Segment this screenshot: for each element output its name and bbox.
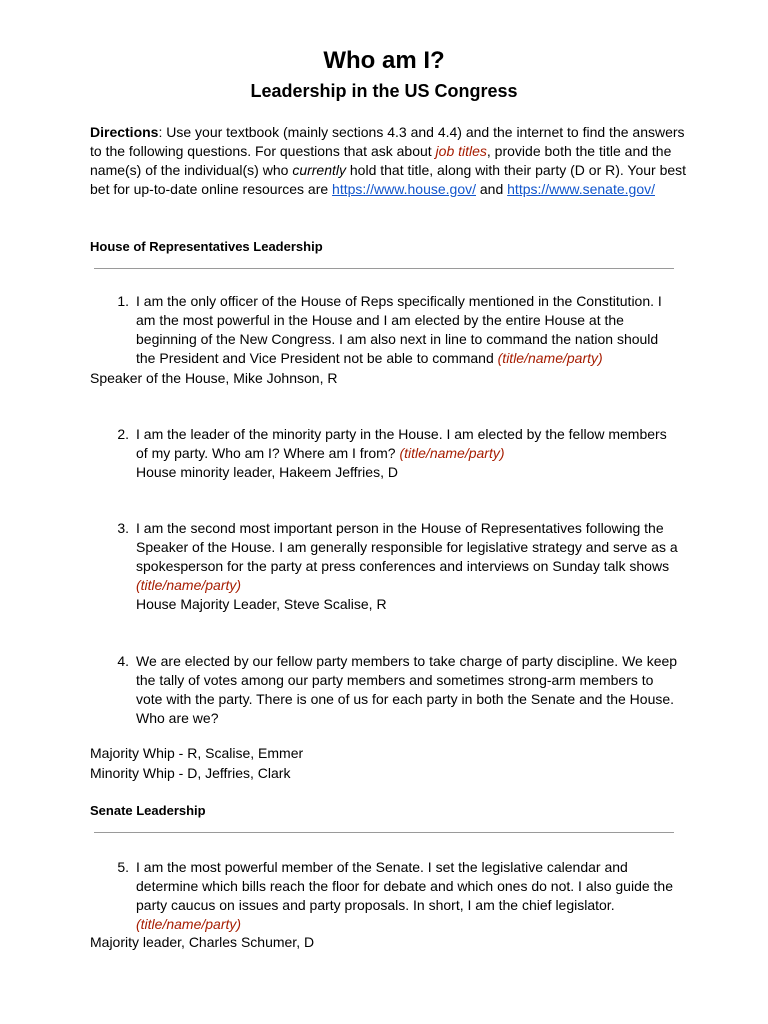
question-text: I am the most powerful member of the Senate. I set the legislative calendar and determine which bills reach the floor for debate and which ones do not. I also guide the party caucus on issues and party proposals. In short, I am the chief legislator. [136,859,673,913]
question-number: 4. [117,653,129,669]
question-number: 1. [117,293,129,309]
senate-section-divider [94,832,674,833]
answer-5: Majority leader, Charles Schumer, D [90,934,315,950]
question-text: I am the second most important person in the House of Representatives following the Speaker of the House. I am generally responsible for legislative strategy and serve as a spokesperson for the party at press conferences and interviews on Sunday talk shows [136,520,678,574]
question-text: We are elected by our fellow party members to take charge of party discipline. We keep the tally of votes among our party members and sometimes strong-arm members to vote with the party. There is one of us for each party in both the Senate and the House. Who are we? [136,653,678,726]
house-section-divider [94,268,674,269]
question-5 [117,858,681,934]
question-hint: (title/name/party) [136,916,242,932]
senate-gov-link[interactable]: https://www.senate.gov/ [507,181,655,197]
question-4 [117,652,681,728]
question-hint: (title/name/party) [136,577,242,593]
page-title: Who am I? [323,47,445,74]
senate-section-heading: Senate Leadership [90,803,206,818]
house-section-heading: House of Representatives Leadership [90,239,323,254]
answer-2: House minority leader, Hakeem Jeffries, D [136,464,398,480]
question-1 [117,292,681,368]
currently-emphasis: currently [292,162,346,178]
directions-and: and [476,181,508,197]
directions-paragraph [90,123,690,199]
answer-1: Speaker of the House, Mike Johnson, R [90,370,338,386]
answer-3: House Majority Leader, Steve Scalise, R [136,596,387,612]
question-hint: (title/name/party) [399,445,505,461]
page-subtitle: Leadership in the US Congress [250,81,518,101]
question-2 [117,425,681,463]
question-number: 2. [117,426,129,442]
directions-text-3: hold that title, along with their party (D or R). Your best bet for up-to-date online resources are [90,162,687,197]
question-text: I am the leader of the minority party in the House. I am elected by the fellow members of my party. Who am I? Where am I from? [136,426,667,461]
house-gov-link[interactable]: https://www.house.gov/ [332,181,476,197]
answer-4-minority-whip: Minority Whip - D, Jeffries, Clark [90,765,291,781]
answer-4-majority-whip: Majority Whip - R, Scalise, Emmer [90,745,304,761]
question-number: 3. [117,520,129,536]
job-titles-emphasis: job titles [435,143,487,159]
question-hint: (title/name/party) [497,350,603,366]
question-number: 5. [117,859,129,875]
directions-text-1: : Use your textbook (mainly sections 4.3 and 4.4) and the internet to find the answers to the following questions. For questions that ask about [90,124,685,159]
question-3 [117,519,681,595]
directions-text-2: , provide both the title and the name(s) of the individual(s) who [90,143,672,178]
question-text: I am the only officer of the House of Reps specifically mentioned in the Constitution. I am the most powerful in the House and I am elected by the entire House at the beginning of the New Congress. I am also next in line to command the nation should the President and Vice President not be able to command [136,293,662,366]
directions-label: Directions [90,124,159,140]
